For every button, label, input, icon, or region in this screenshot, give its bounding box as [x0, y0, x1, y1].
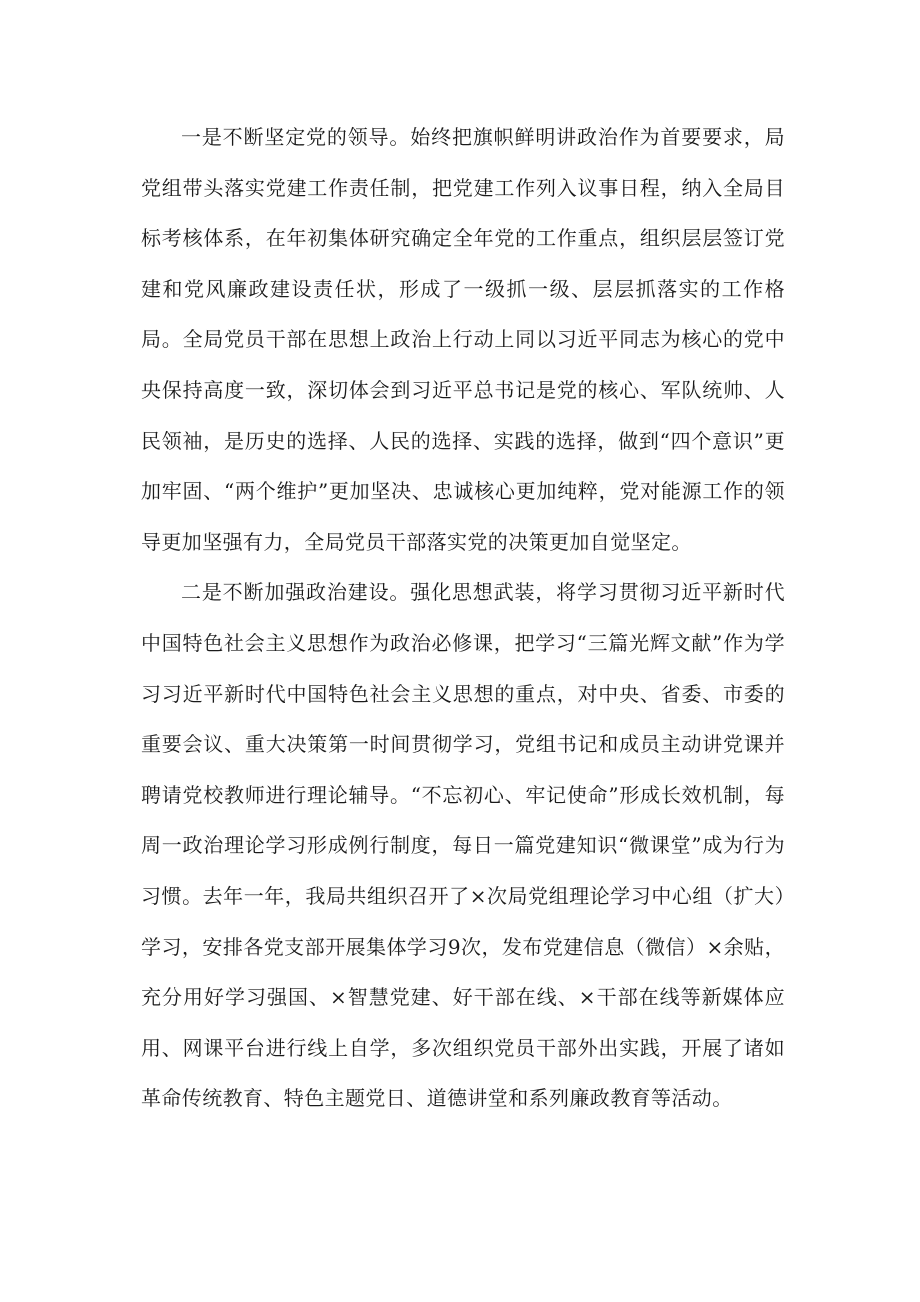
paragraph-party-leadership: 一是不断坚定党的领导。始终把旗帜鲜明讲政治作为首要要求，局党组带头落实党建工作责任制，把党建工作列入议事日程，纳入全局目标考核体系，在年初集体研究确定全年党的工作重点，组织层层签订党建和党风廉政建设责任状，形成了一级抓一级、层层抓落实的工作格局。全局党员干部在思想上政治上行动上同以习近平同志为核心的党中央保持高度一致，深切体会到习近平总书记是党的核心、军队统帅、人民领袖，是历史的选择、人民的选择、实践的选择，做到“四个意识”更加牢固、“两个维护”更加坚决、忠诚核心更加纯粹，党对能源工作的领导更加坚强有力，全局党员干部落实党的决策更加自觉坚定。	[141, 125, 785, 554]
document-body	[141, 112, 785, 1124]
paragraph-political-construction: 二是不断加强政治建设。强化思想武装，将学习贯彻习近平新时代中国特色社会主义思想作为政治必修课，把学习“三篇光辉文献”作为学习习近平新时代中国特色社会主义思想的重点，对中央、省委、市委的重要会议、重大决策第一时间贯彻学习，党组书记和成员主动讲党课并聘请党校教师进行理论辅导。“不忘初心、牢记使命”形成长效机制，每周一政治理论学习形成例行制度，每日一篇党建知识“微课堂”成为行为习惯。去年一年，我局共组织召开了×次局党组理论学习中心组（扩大）学习，安排各党支部开展集体学习9次，发布党建信息（微信）×余贴，充分用好学习强国、×智慧党建、好干部在线、×干部在线等新媒体应用、网课平台进行线上自学，多次组织党员干部外出实践，开展了诸如革命传统教育、特色主题党日、道德讲堂和系列廉政教育等活动。	[141, 580, 785, 1111]
